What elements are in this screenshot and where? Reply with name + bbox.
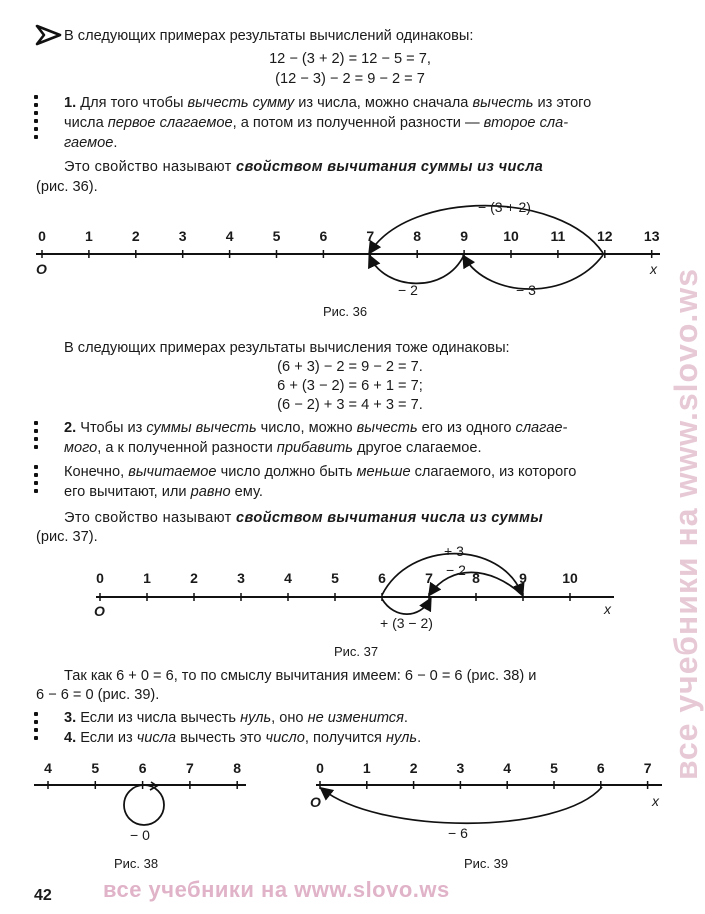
property-2-line-1: Это свойство называют свойством вычитания числа из суммы <box>64 510 544 526</box>
arc-label-minus-2: − 2 <box>446 562 466 578</box>
tick-label: 6 <box>378 570 386 586</box>
arc-label: − 6 <box>448 825 468 841</box>
note-line-1: Конечно, вычитаемое число должно быть меньше слагаемого, из которого <box>64 464 577 480</box>
tick-label: 7 <box>366 228 375 244</box>
origin-label: O <box>310 794 321 810</box>
tick-label: 9 <box>460 228 468 244</box>
intro-1: В следующих примерах результаты вычислений одинаковы: <box>64 28 474 44</box>
tick-label: 3 <box>237 570 245 586</box>
tick-label: 8 <box>472 570 480 586</box>
tick-label: 4 <box>503 760 512 776</box>
tick-label: 7 <box>186 760 194 776</box>
rule-number: 3. <box>64 710 77 726</box>
rule-number: 1. <box>64 95 77 111</box>
rule-1-line-2: числа первое слагаемое, а потом из полученной разности — второе сла- <box>64 115 569 131</box>
rule-1-line-1: 1. Для того чтобы вычесть сумму из числа, можно сначала вычесть из этого <box>64 95 592 111</box>
tick-label: 0 <box>96 570 104 586</box>
tick-label: 9 <box>519 570 527 586</box>
intro-2: В следующих примерах результаты вычисления тоже одинаковы: <box>64 340 510 356</box>
tick-label: 3 <box>456 760 465 776</box>
property-2-line-2: (рис. 37). <box>36 529 98 545</box>
tick-label: 10 <box>503 228 519 244</box>
rule-2-line-1: 2. Чтобы из суммы вычесть число, можно вычесть его из одного слагае- <box>64 420 568 436</box>
tick-label: 8 <box>233 760 242 776</box>
axis-label: x <box>652 793 659 809</box>
origin-label: O <box>36 261 47 277</box>
arc-label-minus-2: − 2 <box>398 282 418 298</box>
tick-label: 6 <box>319 228 328 244</box>
origin-label: O <box>94 603 105 619</box>
figure-caption: Рис. 38 <box>114 856 159 871</box>
zero-text-line-2: 6 − 6 = 0 (рис. 39). <box>36 687 160 703</box>
tick-label: 4 <box>44 760 52 776</box>
tick-label: 7 <box>425 570 433 586</box>
tick-label: 2 <box>131 228 140 244</box>
tick-label: 5 <box>272 228 281 244</box>
tick-label: 4 <box>225 228 234 244</box>
tick-label: 2 <box>190 570 198 586</box>
property-1-line-2: (рис. 36). <box>36 179 98 195</box>
equation-line: (6 + 3) − 2 = 9 − 2 = 7. <box>277 359 423 375</box>
tick-label: 1 <box>362 760 371 776</box>
loop-label: − 0 <box>130 827 150 843</box>
tick-label: 8 <box>413 228 422 244</box>
watermark-bottom: все учебники на www.slovo.ws <box>103 877 450 902</box>
rule-number: 2. <box>64 420 77 436</box>
figure-caption: Рис. 36 <box>323 304 368 319</box>
equation-line: 6 + (3 − 2) = 6 + 1 = 7; <box>277 378 423 394</box>
tick-label: 10 <box>562 570 578 586</box>
tick-label: 7 <box>643 760 652 776</box>
tick-label: 0 <box>38 228 46 244</box>
tick-label: 5 <box>331 570 339 586</box>
equation-line: (12 − 3) − 2 = 9 − 2 = 7 <box>275 71 425 87</box>
property-1-line-1: Это свойство называют свойством вычитания суммы из числа <box>64 159 544 175</box>
tick-label: 2 <box>409 760 418 776</box>
tick-label: 11 <box>550 228 566 244</box>
rule-3: 3. Если из числа вычесть нуль, оно не изменится. <box>64 710 408 726</box>
axis-label: x <box>604 601 611 617</box>
tick-label: 5 <box>91 760 100 776</box>
rule-2-line-2: мого, а к полученной разности прибавить другое слагаемое. <box>64 440 482 456</box>
tick-label: 6 <box>596 760 605 776</box>
axis-label: x <box>650 261 657 277</box>
arc-label-bottom: + (3 − 2) <box>380 615 433 631</box>
rule-4: 4. Если из числа вычесть это число, получится нуль. <box>64 730 422 746</box>
zero-text-line-1: Так как 6 + 0 = 6, то по смыслу вычитания имеем: 6 − 0 = 6 (рис. 38) и <box>64 668 537 684</box>
arc-minus-6 <box>322 787 602 823</box>
figure-caption: Рис. 39 <box>464 856 509 871</box>
equation-line: (6 − 2) + 3 = 4 + 3 = 7. <box>277 397 423 413</box>
page-number: 42 <box>34 887 52 904</box>
tick-label: 12 <box>597 228 613 244</box>
note-line-2: его вычитают, или равно ему. <box>64 484 263 500</box>
rule-number: 4. <box>64 730 77 746</box>
rule-1-line-3: гаемое. <box>64 135 118 151</box>
watermark-side: все учебники на www.slovo.ws <box>668 268 704 780</box>
arc-label-top: − (3 + 2) <box>478 199 531 215</box>
tick-label: 0 <box>316 760 324 776</box>
tick-label: 13 <box>643 228 660 244</box>
tick-label: 1 <box>143 570 151 586</box>
tick-label: 3 <box>178 228 187 244</box>
tick-label: 6 <box>138 760 147 776</box>
tick-label: 4 <box>284 570 292 586</box>
tick-label: 5 <box>550 760 558 776</box>
equation-line: 12 − (3 + 2) = 12 − 5 = 7, <box>269 51 431 67</box>
figure-caption: Рис. 37 <box>334 644 379 659</box>
arc-label-plus-3: + 3 <box>444 543 464 559</box>
tick-label: 1 <box>85 228 93 244</box>
arc-label-minus-3: − 3 <box>516 282 536 298</box>
